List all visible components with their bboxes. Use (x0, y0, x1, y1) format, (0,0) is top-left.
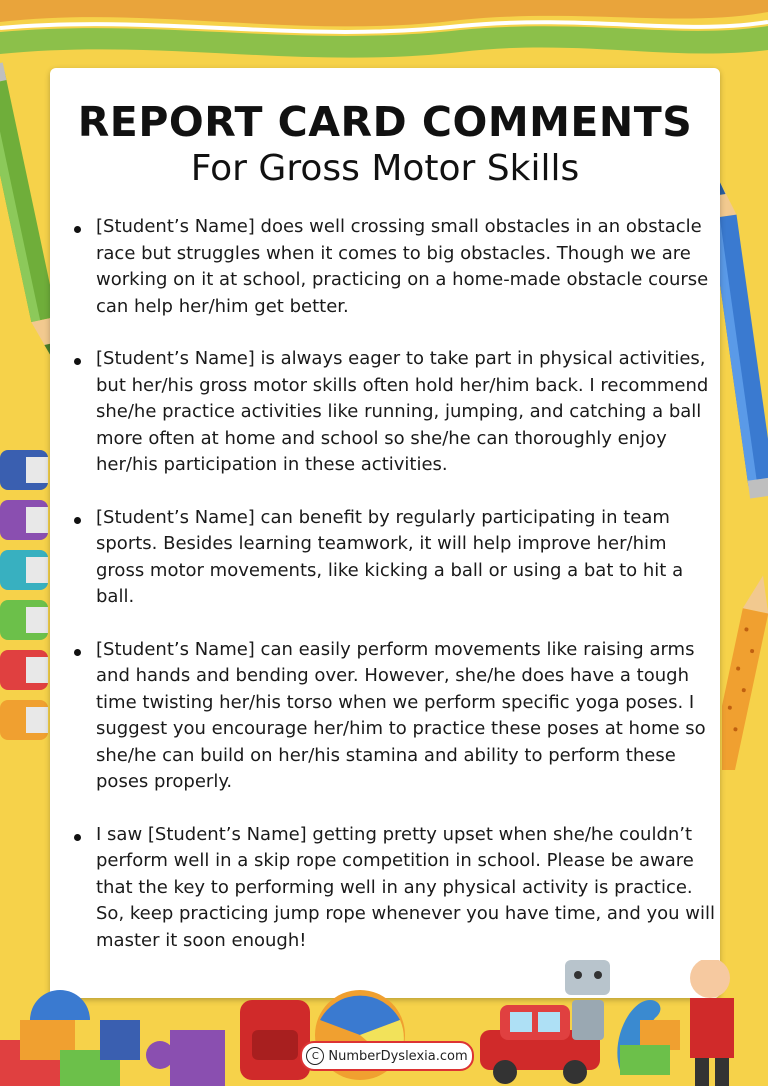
bullet-icon (74, 649, 81, 656)
markers-stack-icon (0, 445, 52, 745)
comments-card (50, 68, 720, 998)
list-item (70, 822, 720, 955)
copyright-icon: C (306, 1047, 324, 1065)
comment-text: I saw [Student’s Name] getting pretty upset when she/he couldn’t perform well in a skip rope competition in school. Please be aware that the key to performing well in any physical activity is practice. So, keep practicing jump rope whenever you have time, and you will master it soon enough! (96, 823, 715, 951)
page-title: REPORT CARD COMMENTS (77, 98, 693, 146)
list-item (70, 214, 720, 320)
comment-text: [Student’s Name] can benefit by regularly participating in team sports. Besides learning teamwork, it will help improve her/him gross motor movements, like kicking a ball or using a bat to hit a ball. (96, 506, 684, 607)
list-item (70, 637, 720, 796)
orange-pencil-icon (722, 570, 768, 770)
brand-link[interactable] (300, 1041, 474, 1071)
blue-pencil-icon (718, 175, 768, 505)
bullet-icon (74, 358, 81, 365)
bullet-icon (74, 226, 81, 233)
comment-text: [Student’s Name] is always eager to take part in physical activities, but her/his gross motor skills often hold her/him back. I recommend she/he practice activities like running, jumping, and catching a ball more often at home and school so she/he can thoroughly enjoy her/his participation in these activities. (96, 348, 709, 475)
list-item (70, 505, 720, 611)
list-item (70, 346, 720, 479)
brand-label: NumberDyslexia.com (328, 1048, 468, 1064)
bullet-icon (74, 834, 81, 841)
bullet-icon (74, 517, 81, 524)
comments-list (70, 214, 720, 980)
page-subtitle: For Gross Motor Skills (190, 148, 580, 189)
comment-text: [Student’s Name] does well crossing small obstacles in an obstacle race but struggles when it comes to big obstacles. Though we are working on it at school, practicing on a home-made obstacle course can help her/him get better. (96, 216, 709, 317)
comment-text: [Student’s Name] can easily perform movements like raising arms and hands and bending over. However, she/he does have a tough time twisting her/his torso when we perform specific yoga poses. I suggest you encourage her/him to practice these poses at home so she/he can build on her/his stamina and ability to perform these poses properly. (96, 638, 706, 792)
